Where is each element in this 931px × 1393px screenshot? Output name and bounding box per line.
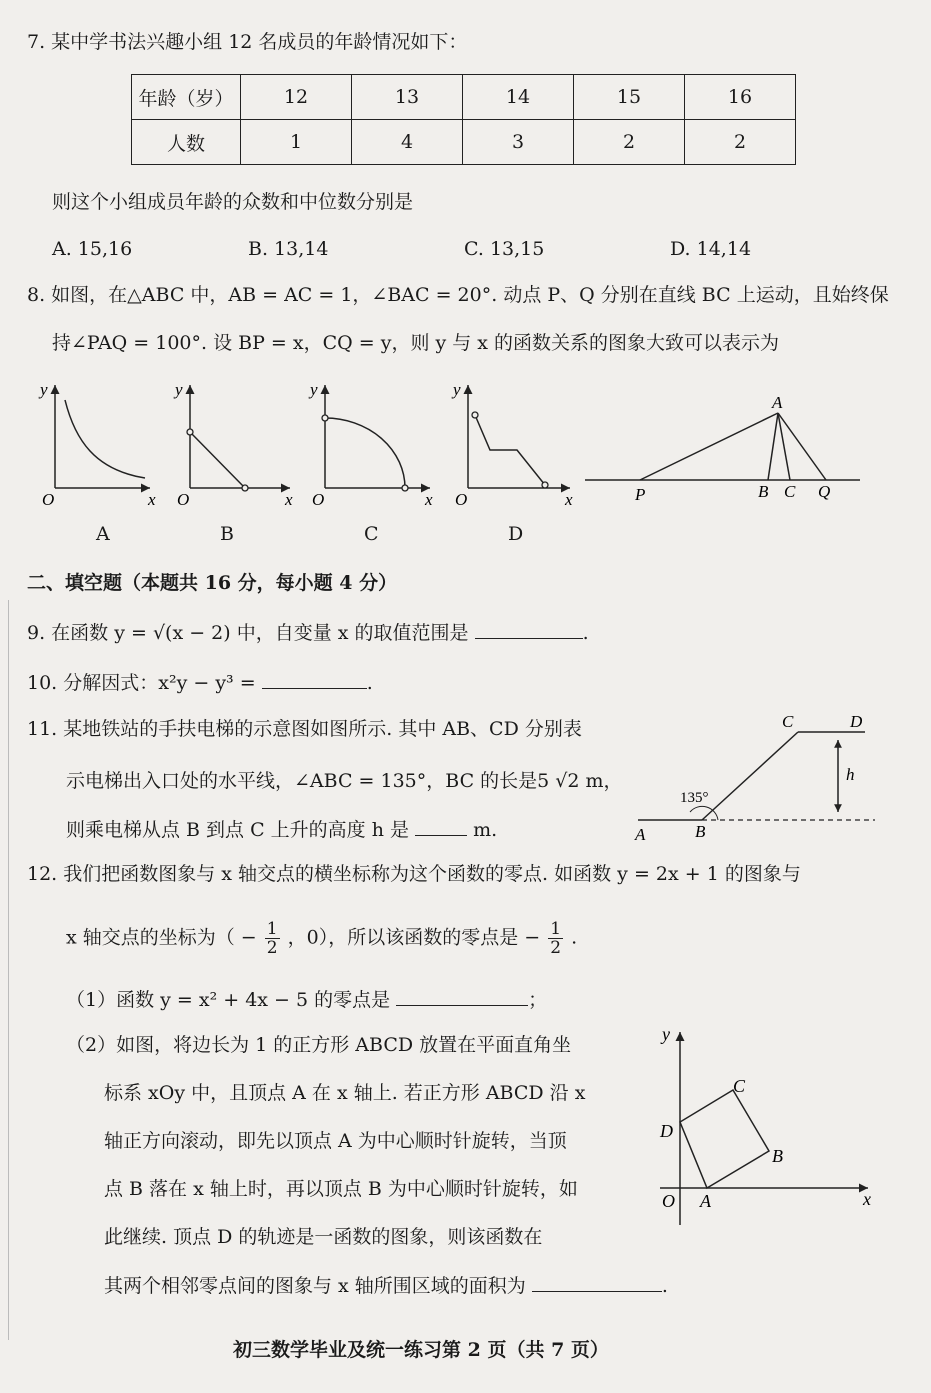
height-h-label: h — [846, 765, 855, 784]
q12-text: ，0），所以该函数的零点是 − — [287, 926, 541, 949]
table-cell: 14 — [463, 75, 574, 120]
point-b-label: B — [758, 482, 769, 501]
origin-label: O — [312, 490, 325, 509]
origin-label: O — [455, 490, 468, 509]
q11-line3 — [66, 817, 497, 842]
table-row — [132, 120, 796, 165]
triangle-figure — [585, 393, 860, 504]
axis-x-label: x — [425, 490, 433, 509]
point-a-label: A — [700, 1191, 711, 1211]
fraction — [265, 920, 280, 957]
q8-line2: 持∠PAQ = 100°. 设 BP = x，CQ = y，则 y 与 x 的函数关系的图象大致可以表示为 — [52, 332, 780, 354]
axis-y-label: y — [175, 380, 183, 399]
q10-period: . — [366, 672, 373, 694]
table-cell: 3 — [463, 120, 574, 165]
point-p-label: P — [635, 485, 646, 504]
graph-label-a: A — [96, 523, 110, 545]
q12-sub2-end: . — [661, 1275, 668, 1297]
arc-c — [325, 418, 405, 488]
origin-label: O — [662, 1191, 675, 1211]
q7-text: 7. 某中学书法兴趣小组 12 名成员的年龄情况如下： — [27, 31, 468, 53]
q12-sub2-line: 此继续. 顶点 D 的轨迹是一函数的图象，则该函数在 — [104, 1226, 543, 1248]
graph-d — [451, 380, 573, 509]
point-c-label: C — [784, 482, 796, 501]
q12-sub1 — [66, 987, 547, 1012]
age-table — [131, 74, 796, 165]
point-d-label: D — [850, 712, 863, 731]
graph-label-c: C — [364, 523, 379, 545]
fraction-denominator: 2 — [550, 938, 562, 958]
table-row — [132, 75, 796, 120]
point-c-label: C — [782, 712, 794, 731]
table-cell: 2 — [685, 120, 796, 165]
q10-answer-blank[interactable] — [262, 670, 367, 689]
axis-y-label: y — [310, 380, 318, 399]
q12-sub2-text: 其两个相邻零点间的图象与 x 轴所围区域的面积为 — [104, 1275, 526, 1297]
axis-x-label: x — [565, 490, 573, 509]
line-b — [190, 432, 245, 488]
q11-line1: 11. 某地铁站的手扶电梯的示意图如图所示. 其中 AB、CD 分别表 — [27, 718, 582, 740]
table-header-age: 年龄（岁） — [132, 75, 241, 120]
q12-sub2-line: （2）如图，将边长为 1 的正方形 ABCD 放置在平面直角坐 — [66, 1034, 572, 1056]
q8-line1: 8. 如图，在△ABC 中，AB = AC = 1，∠BAC = 20°. 动点 P、Q 分别在直线 BC 上运动，且始终保 — [27, 284, 889, 306]
point-b-label: B — [772, 1146, 783, 1166]
q12-sub1-end: ； — [528, 989, 548, 1011]
table-cell: 4 — [352, 120, 463, 165]
axis-y-label: y — [40, 380, 48, 399]
q12-sub2-answer-blank[interactable] — [532, 1273, 662, 1292]
section-title: 二、填空题（本题共 16 分，每小题 4 分） — [27, 572, 398, 594]
axis-x-label: x — [148, 490, 156, 509]
axis-y-label: y — [453, 380, 461, 399]
axis-x-label: x — [285, 490, 293, 509]
table-header-count: 人数 — [132, 120, 241, 165]
graph-label-b: B — [220, 523, 234, 545]
q7-option-d: D. 14,14 — [670, 238, 752, 260]
square-abcd — [680, 1090, 769, 1188]
q12-sub1-answer-blank[interactable] — [396, 987, 528, 1006]
q8-graphs — [0, 370, 931, 550]
q11-line2: 示电梯出入口处的水平线，∠ABC = 135°，BC 的长是5 √2 m， — [66, 770, 623, 792]
q12-sub2-line: 轴正方向滚动，即先以顶点 A 为中心顺时针旋转，当顶 — [104, 1130, 567, 1152]
q7-option-a: A. 15,16 — [52, 238, 133, 260]
fraction-numerator: 1 — [266, 919, 278, 939]
q7-option-b: B. 13,14 — [248, 238, 329, 260]
point-d-label: D — [660, 1121, 673, 1141]
point-q-label: Q — [818, 482, 831, 501]
escalator-figure — [620, 700, 920, 850]
graph-b — [173, 380, 293, 509]
graph-label-d: D — [508, 523, 524, 545]
q9-answer-blank[interactable] — [475, 620, 583, 639]
q9-period: . — [582, 622, 589, 644]
graph-c — [308, 380, 433, 509]
q11-text: 则乘电梯从点 B 到点 C 上升的高度 h 是 — [66, 819, 409, 841]
page-fold-line — [8, 600, 9, 1340]
point-c-label: C — [733, 1076, 746, 1096]
q9 — [27, 620, 589, 645]
angle-label: 135° — [680, 790, 709, 806]
table-cell: 16 — [685, 75, 796, 120]
table-cell: 15 — [574, 75, 685, 120]
point-b-label: B — [695, 822, 706, 841]
q10 — [27, 670, 373, 695]
table-cell: 13 — [352, 75, 463, 120]
polyline-d — [475, 415, 545, 485]
axis-x-label: x — [863, 1189, 871, 1209]
q11-unit: m. — [473, 819, 498, 841]
curve-a — [65, 400, 145, 478]
q11-answer-blank[interactable] — [415, 817, 467, 836]
fraction — [548, 920, 563, 957]
fraction-numerator: 1 — [550, 919, 562, 939]
table-cell: 2 — [574, 120, 685, 165]
q9-text: 9. 在函数 y = √(x − 2) 中，自变量 x 的取值范围是 — [27, 622, 469, 644]
q12-sub2-line: 点 B 落在 x 轴上时，再以顶点 B 为中心顺时针旋转，如 — [104, 1178, 578, 1200]
point-a-label: A — [635, 825, 646, 844]
graph-a — [38, 380, 156, 509]
page-footer: 初三数学毕业及统一练习第 2 页（共 7 页） — [233, 1339, 609, 1361]
table-cell: 12 — [241, 75, 352, 120]
axis-y-label: y — [662, 1024, 670, 1044]
q12-text: . — [571, 926, 578, 949]
table-cell: 1 — [241, 120, 352, 165]
q12-text: x 轴交点的坐标为（ − — [66, 926, 257, 949]
origin-label: O — [177, 490, 190, 509]
q7-question: 则这个小组成员年龄的众数和中位数分别是 — [52, 191, 414, 213]
q12-sub2-last — [104, 1273, 668, 1298]
fraction-denominator: 2 — [266, 938, 278, 958]
q12-sub2-line: 标系 xOy 中，且顶点 A 在 x 轴上. 若正方形 ABCD 沿 x — [104, 1082, 586, 1104]
point-a-label: A — [772, 393, 783, 412]
square-figure — [640, 1020, 890, 1230]
origin-label: O — [42, 490, 55, 509]
q12-sub1-text: （1）函数 y = x² + 4x − 5 的零点是 — [66, 989, 391, 1011]
q12-line2 — [66, 920, 577, 957]
q10-text: 10. 分解因式：x²y − y³ = — [27, 672, 256, 694]
q7-option-c: C. 13,15 — [464, 238, 545, 260]
q12-line1: 12. 我们把函数图象与 x 轴交点的横坐标称为这个函数的零点. 如函数 y = 2x + 1 的图象与 — [27, 863, 801, 885]
